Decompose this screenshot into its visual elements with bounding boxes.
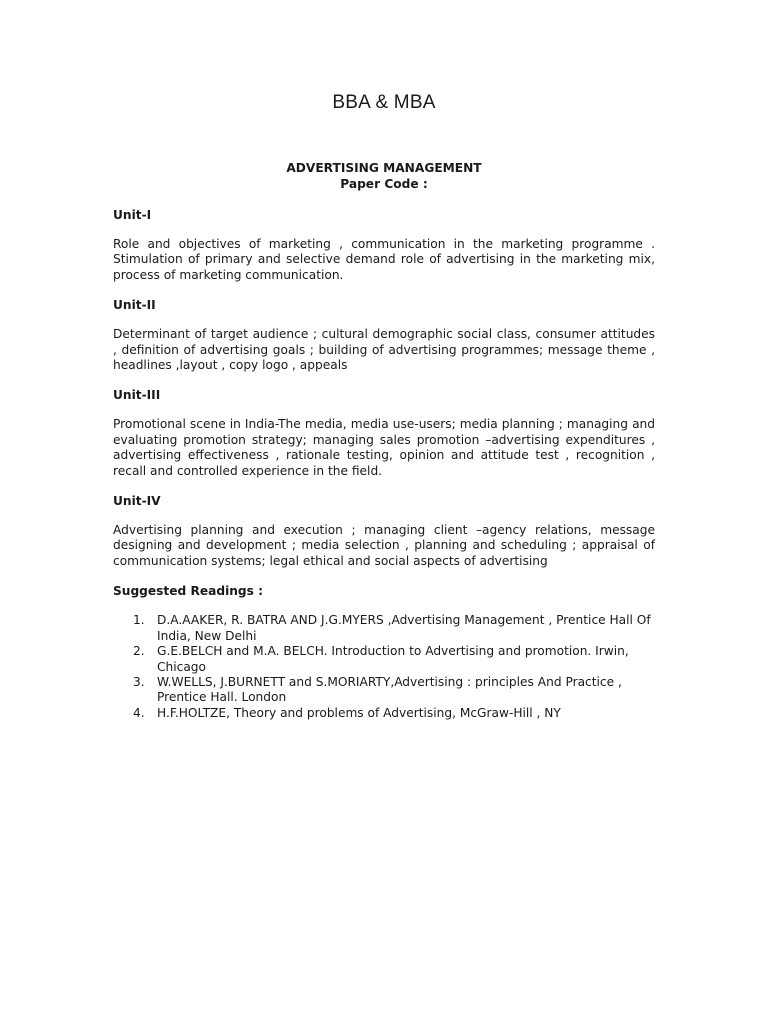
unit-4-text: Advertising planning and execution ; managing client –agency relations, message designing and development ; media selection , planning and scheduling ; appraisal of communication systems; legal ethical and social aspects of advertising [113, 523, 655, 568]
subject-heading [0, 160, 768, 192]
subject-title: ADVERTISING MANAGEMENT [286, 161, 482, 175]
document-title: BBA & MBA [332, 92, 436, 113]
reading-text: H.F.HOLTZE, Theory and problems of Advertising, McGraw-Hill , NY [157, 705, 561, 720]
paper-code-label: Paper Code : [340, 177, 428, 191]
reading-number: 4. [133, 705, 145, 720]
readings-list [113, 613, 655, 721]
unit-4-heading: Unit-IV [113, 494, 161, 509]
reading-item [133, 613, 655, 644]
unit-3-heading: Unit-III [113, 388, 161, 403]
unit-3-text: Promotional scene in India-The media, media use-users; media planning ; managing and evaluating promotion strategy; managing sales promotion –advertising expenditures , advertising effectiveness , rationale testing, opinion and attitude test , recognition , recall and controlled experience in the field. [113, 417, 655, 478]
reading-number: 2. [133, 644, 145, 659]
unit-2-heading: Unit-II [113, 298, 156, 313]
reading-item [133, 674, 655, 706]
unit-2-text: Determinant of target audience ; cultural demographic social class, consumer attitudes , definition of advertising goals ; building of advertising programmes; message theme , headlines ,layout , copy logo , appeals [113, 327, 655, 373]
unit-1-heading: Unit-I [113, 208, 152, 222]
reading-number: 1. [133, 613, 145, 628]
reading-number: 3. [133, 674, 145, 689]
reading-text: W.WELLS, J.BURNETT and S.MORIARTY,Advertising : principles And Practice , Prentice Hall. London [157, 674, 622, 705]
reading-item [133, 644, 655, 675]
syllabus-content [113, 200, 655, 721]
reading-text: G.E.BELCH and M.A. BELCH. Introduction to Advertising and promotion. Irwin, Chicago [157, 644, 629, 674]
reading-text: D.A.AAKER, R. BATRA AND J.G.MYERS ,Advertising Management , Prentice Hall Of India, New Delhi [157, 613, 651, 643]
suggested-readings-heading: Suggested Readings : [113, 584, 264, 599]
unit-1-text: Role and objectives of marketing , communication in the marketing programme . Stimulation of primary and selective demand role of advertising in the marketing mix, process of marketing communication. [113, 237, 655, 282]
reading-item [133, 705, 655, 721]
